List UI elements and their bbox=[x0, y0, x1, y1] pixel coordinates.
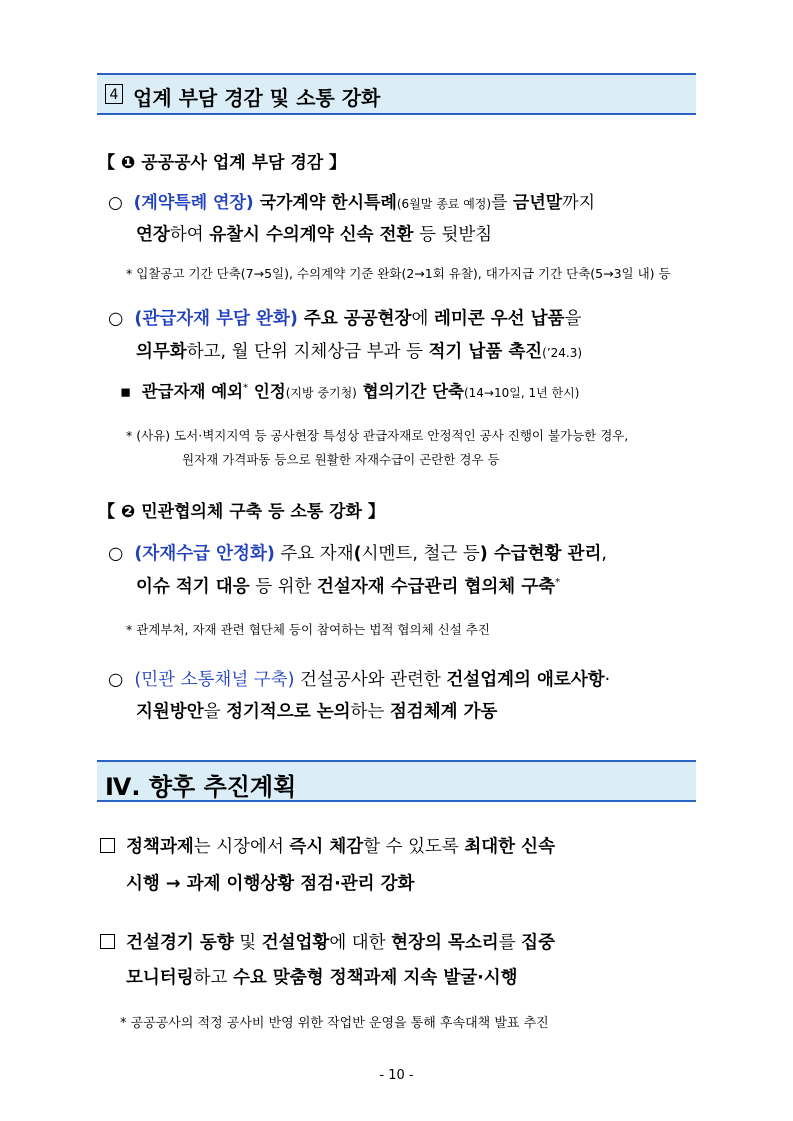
item1-note: * 입찰공고 기간 단축(7→5일), 수의계약 기준 완화(2→1회 유찰), 대가지급 기간 단축(5→3일 내) 등 bbox=[126, 266, 671, 281]
item-label: (계약특례 연장) bbox=[133, 193, 254, 213]
checkbox-icon bbox=[100, 934, 115, 949]
checkbox-icon bbox=[100, 838, 115, 853]
section-iv-header bbox=[97, 760, 696, 802]
item1-line1: ○ (계약특례 연장) 국가계약 한시특례(6월말 종료 예정)를 금년말까지 bbox=[108, 193, 596, 213]
item2-line1: ○ (관급자재 부담 완화) 주요 공공현장에 레미콘 우선 납품을 bbox=[108, 309, 582, 329]
section-number: 4 bbox=[105, 84, 123, 104]
plan2-note: * 공공공사의 적정 공사비 반영 위한 작업반 운영을 통해 후속대책 발표 추진 bbox=[120, 1016, 549, 1031]
bullet: ○ bbox=[108, 193, 123, 213]
section-title: 업계 부담 경감 및 소통 강화 bbox=[133, 86, 381, 110]
item4-line1: ○ (민관 소통채널 구축) 건설공사와 관련한 건설업계의 애로사항· bbox=[108, 670, 611, 690]
item3-line2: 이슈 적기 대응 등 위한 건설자재 수급관리 협의체 구축* bbox=[136, 577, 561, 597]
plan1-line1: 정책과제는 시장에서 즉시 체감할 수 있도록 최대한 신속 bbox=[100, 833, 555, 858]
subheader-1: 【 ❶ 공공공사 업계 부담 경감 】 bbox=[98, 153, 347, 173]
page-number: - 10 - bbox=[379, 1068, 414, 1083]
plan2-line2: 모니터링하고 수요 맞춤형 정책과제 지속 발굴·시행 bbox=[126, 968, 518, 988]
item2-note1: * (사유) 도서·벽지지역 등 공사현장 특성상 관급자재로 안정적인 공사 진행이 불가능한 경우, bbox=[126, 428, 629, 443]
plan2-line1: 건설경기 동향 및 건설업황에 대한 현장의 목소리를 집중 bbox=[100, 929, 555, 954]
item4-line2: 지원방안을 정기적으로 논의하는 점검체계 가동 bbox=[136, 702, 498, 722]
item-label: (민관 소통채널 구축) bbox=[134, 670, 295, 690]
item-label: (관급자재 부담 완화) bbox=[134, 309, 298, 329]
subheader-2: 【 ❷ 민관협의체 구축 등 소통 강화 】 bbox=[98, 502, 385, 522]
item2-line2: 의무화하고, 월 단위 지체상금 부과 등 적기 납품 촉진(’24.3) bbox=[136, 342, 583, 362]
item1-line2: 연장하여 유찰시 수의계약 신속 전환 등 뒷받침 bbox=[136, 225, 493, 245]
item-label: (자재수급 안정화) bbox=[134, 544, 275, 564]
item3-note: * 관계부처, 자재 관련 협단체 등이 참여하는 법적 협의체 신설 추진 bbox=[126, 622, 490, 637]
item3-line1: ○ (자재수급 안정화) 주요 자재(시멘트, 철근 등) 수급현황 관리, bbox=[108, 544, 607, 564]
item2-note2: 원자재 가격파동 등으로 원활한 자재수급이 곤란한 경우 등 bbox=[182, 452, 500, 467]
section-4-header bbox=[97, 73, 696, 115]
item2-subpoint: ▪ 관급자재 예외* 인정(지방 중기청) 협의기간 단축(14→10일, 1년 한시) bbox=[120, 382, 580, 401]
plan1-line2: 시행 → 과제 이행상황 점검·관리 강화 bbox=[126, 874, 415, 894]
section-title: Ⅳ. 향후 추진계획 bbox=[105, 773, 297, 801]
